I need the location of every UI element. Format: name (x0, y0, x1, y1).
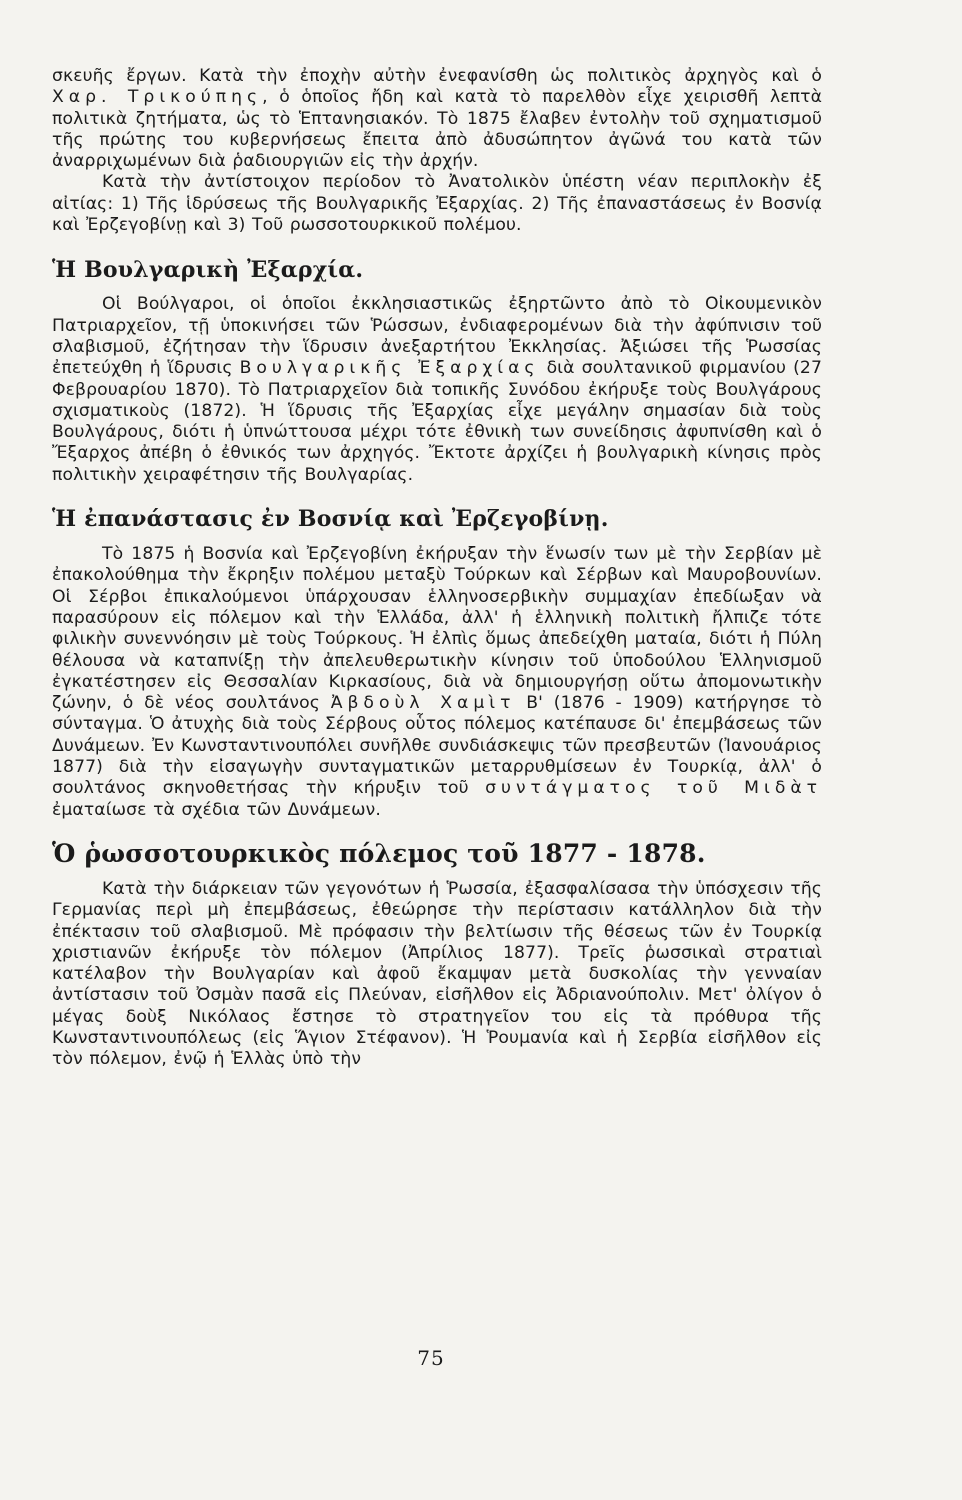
section-heading-bulgarian-exarchate: Ἡ Βουλγαρικὴ Ἐξαρχία. (52, 257, 364, 284)
emphasized-name: Χαρ. Τρικούπης (52, 87, 263, 108)
text-run: Β' (1876 - 1909) κατήργησε τὸ σύνταγμα. Ὁ ἀτυχὴς διὰ τοὺς Σέρβους οὗτος πόλεμος κατέπαυσε δι' ἐπεμβάσεως τῶν Δυνάμεων. Ἐν Κωνσταντινουπόλει συνῆλθε συνδιάσκεψις τῶν πρεσβευτῶν (Ἰανουάριος 1877) διὰ τὴν εἰσαγωγὴν συνταγματικῶν μεταρρυθμίσεων ἐν Τουρκίᾳ, ἀλλ' ὁ σουλτάνος σκηνοθετήσας τὴν κήρυξιν τοῦ (52, 693, 822, 799)
paragraph-eastern-question: Κατὰ τὴν ἀντίστοιχον περίοδον τὸ Ἀνατολικὸν ὑπέστη νέαν περιπλοκὴν ἐξ αἰτίας: 1) Τῆς ἱδρύσεως τῆς Βουλγαρικῆς Ἐξαρχίας. 2) Τῆς ἐπαναστάσεως ἐν Βοσνίᾳ καὶ Ἐρζεγοβίνῃ καὶ 3) Τοῦ ρωσσοτουρκικοῦ πολέμου. (52, 172, 822, 236)
paragraph-exarchate (52, 294, 822, 486)
emphasized-term: συντάγματος τοῦ Μιδὰτ (485, 778, 823, 799)
text-run: , ὁ ὁποῖος ἤδη καὶ κατὰ τὸ παρελθὸν εἶχε χειρισθῆ λεπτὰ πολιτικὰ ζητήματα, ὡς τὸ Ἑπτανησιακόν. Τὸ 1875 ἔλαβεν ἐντολὴν τοῦ σχηματισμοῦ τῆς πρώτης του κυβερνήσεως ἔπειτα ἀπὸ ἀδυσώπητον ἀγῶνά του κατὰ τῶν ἀναρριχωμένων διὰ ῥαδιουργιῶν εἰς τὴν ἀρχήν. (52, 87, 822, 172)
section-heading-russo-turkish-war: Ὁ ῥωσσοτουρκικὸς πόλεμος τοῦ 1877 - 1878. (52, 838, 706, 868)
page-number: 75 (417, 1346, 445, 1370)
emphasized-name: Ἀβδοὺλ Χαμὶτ (330, 693, 516, 714)
text-run: Οἱ Βούλγαροι, οἱ ὁποῖοι ἐκκλησιαστικῶς ἐξηρτῶντο ἀπὸ τὸ Οἰκουμενικὸν Πατριαρχεῖον, τῇ ὑποκινήσει τῶν Ῥώσσων, ἐνδιαφερομένων διὰ τὴν ἀφύπνισιν τοῦ σλαβισμοῦ, ἐζήτησαν τὴν ἵδρυσιν ἀνεξαρτήτου Ἐκκλησίας. Ἀξιώσει τῆς Ῥωσσίας ἐπετεύχθη ἡ ἵδρυσις (52, 294, 822, 379)
paragraph-continued (52, 66, 822, 172)
text-run: διὰ σουλτανικοῦ φιρμανίου (27 Φεβρουαρίου 1870). Τὸ Πατριαρχεῖον διὰ τοπικῆς Συνόδου ἐκήρυξε τοὺς Βουλγάρους σχισματικοὺς (1872). Ἡ ἵδρυσις τῆς Ἐξαρχίας εἶχε μεγάλην σημασίαν διὰ τοὺς Βουλγάρους, διότι ἡ ὑπνώττουσα μέχρι τότε ἐθνικὴ των συνείδησις ἀφυπνίσθη καὶ ὁ Ἔξαρχος ἀπέβη ὁ ἐθνικός των ἀρχηγός. Ἔκτοτε ἀρχίζει ἡ βουλγαρικὴ κίνησις πρὸς πολιτικὴν χειραφέτησιν τῆς Βουλγαρίας. (52, 358, 822, 485)
section-heading-bosnia-revolt: Ἡ ἐπανάστασις ἐν Βοσνίᾳ καὶ Ἐρζεγοβίνῃ. (52, 506, 609, 533)
emphasized-term: Βουλγαρικῆς Ἐξαρχίας (239, 358, 540, 379)
text-run: σκευῆς ἔργων. Κατὰ τὴν ἐποχὴν αὐτὴν ἐνεφανίσθη ὡς πολιτικὸς ἀρχηγὸς καὶ ὁ (52, 66, 822, 86)
paragraph-russo-turkish-war: Κατὰ τὴν διάρκειαν τῶν γεγονότων ἡ Ῥωσσία, ἐξασφαλίσασα τὴν ὑπόσχεσιν τῆς Γερμανίας περὶ μὴ ἐπεμβάσεως, ἐθεώρησε τὴν περίστασιν κατάλληλον διὰ τὴν ἐπέκτασιν τοῦ σλαβισμοῦ. Μὲ πρόφασιν τὴν βελτίωσιν τῆς θέσεως τῶν ἐν Τουρκίᾳ χριστιανῶν ἐκήρυξε τὸν πόλεμον (Ἀπρίλιος 1877). Τρεῖς ῥωσσικαὶ στρατιαὶ κατέλαβον τὴν Βουλγαρίαν καὶ ἀφοῦ ἔκαμψαν μετὰ δυσκολίας τὴν γενναίαν ἀντίστασιν τοῦ Ὀσμὰν πασᾶ εἰς Πλεύναν, εἰσῆλθον εἰς Ἀδριανούπολιν. Μετ' ὀλίγον ὁ μέγας δοὺξ Νικόλαος ἔστησε τὸ στρατηγεῖον του εἰς τὰ πρόθυρα τῆς Κωνσταντινουπόλεως (εἰς Ἅγιον Στέφανον). Ἡ Ῥουμανία καὶ ἡ Σερβία εἰσῆλθον εἰς τὸν πόλεμον, ἐνῷ ἡ Ἑλλὰς ὑπὸ τὴν (52, 878, 822, 1070)
text-run: ἐματαίωσε τὰ σχέδια τῶν Δυνάμεων. (52, 799, 381, 820)
paragraph-bosnia (52, 544, 822, 821)
text-run: Τὸ 1875 ἡ Βοσνία καὶ Ἐρζεγοβίνη ἐκήρυξαν τὴν ἕνωσίν των μὲ τὴν Σερβίαν μὲ ἐπακολούθημα τὴν ἔκρηξιν πολέμου μεταξὺ Τούρκων καὶ Σέρβων καὶ Μαυροβουνίων. Οἱ Σέρβοι ἐπικαλούμενοι ὑπάρχουσαν ἑλληνοσερβικὴν συμμαχίαν ἐπεδίωξαν νὰ παρασύρουν εἰς πόλεμον καὶ τὴν Ἑλλάδα, ἀλλ' ἡ ἑλληνικὴ πολιτικὴ ἤλπιζε τότε φιλικὴν συνεννόησιν μὲ τοὺς Τούρκους. Ἡ ἐλπὶς ὅμως ἀπεδείχθη ματαία, διότι ἡ Πύλη θέλουσα νὰ καταπνίξῃ τὴν ἀπελευθερωτικὴν κίνησιν τοῦ ὑποδούλου Ἑλληνισμοῦ ἐγκατέστησεν εἰς Θεσσαλίαν Κιρκασίους, διὰ νὰ δημιουργήσῃ οὕτω ἀπομονωτικὴν ζώνην, ὁ δὲ νέος σουλτάνος (52, 544, 822, 714)
book-page (52, 66, 822, 1486)
